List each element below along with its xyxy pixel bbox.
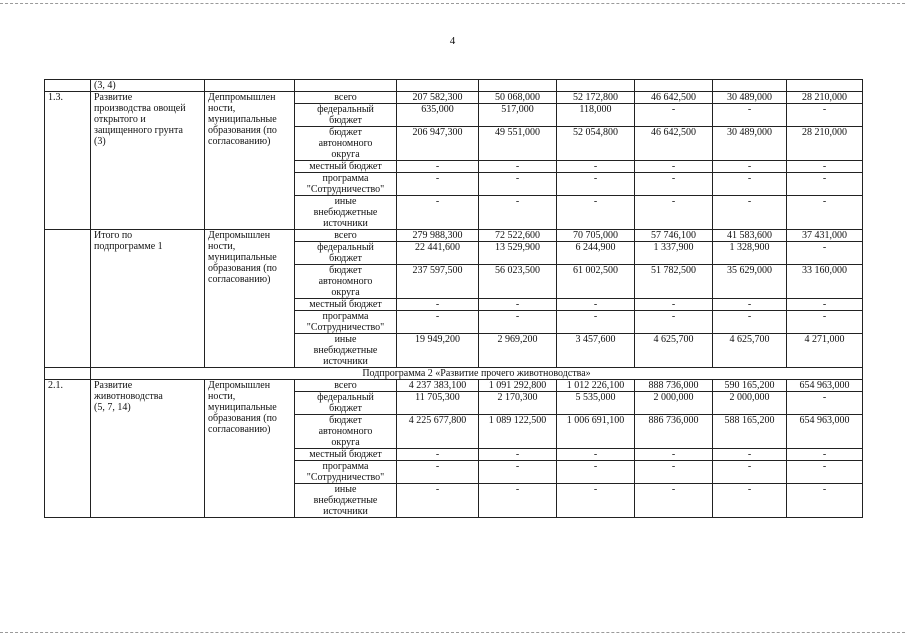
amount-cell: 4 271,000: [787, 334, 863, 368]
amount-cell: -: [557, 161, 635, 173]
funding-source-line: внебюджетные: [313, 495, 378, 506]
subprogram-1-total-row: [45, 230, 863, 242]
funding-source-cell: [295, 127, 397, 161]
funding-source-cell: [295, 449, 397, 461]
continuation-val-cell: [397, 80, 479, 92]
section-1-3-name-cell: [91, 92, 205, 230]
funding-source-line: бюджет: [329, 253, 362, 264]
section-2-1-exec-cell: [205, 380, 295, 518]
funding-source-line: бюджет: [329, 403, 362, 414]
funding-source-line: местный бюджет: [309, 161, 382, 172]
amount-cell: -: [787, 104, 863, 127]
amount-cell: -: [713, 484, 787, 518]
continuation-name-cell: (3, 4): [91, 80, 205, 92]
section-2-1-exec-line: ности,: [208, 391, 236, 402]
funding-source-line: "Сотрудничество": [306, 184, 385, 195]
amount-cell: -: [713, 173, 787, 196]
amount-cell: 11 705,300: [397, 392, 479, 415]
continuation-val-cell: [557, 80, 635, 92]
amount-cell: 46 642,500: [635, 92, 713, 104]
amount-cell: 52 172,800: [557, 92, 635, 104]
amount-cell: -: [557, 484, 635, 518]
funding-source-line: бюджет: [329, 127, 362, 138]
amount-cell: 30 489,000: [713, 127, 787, 161]
amount-cell: 57 746,100: [635, 230, 713, 242]
amount-cell: -: [479, 161, 557, 173]
funding-source-cell: [295, 230, 397, 242]
section-2-1-block: [45, 380, 863, 518]
subprogram-1-total-exec-line: ности,: [208, 241, 236, 252]
amount-cell: 13 529,900: [479, 242, 557, 265]
amount-cell: -: [557, 461, 635, 484]
amount-cell: 237 597,500: [397, 265, 479, 299]
amount-cell: 588 165,200: [713, 415, 787, 449]
section-2-1-row: [45, 380, 863, 392]
subprogram-2-title-row: [45, 368, 863, 380]
budget-table: [44, 79, 863, 518]
funding-source-line: федеральный: [317, 242, 374, 253]
amount-cell: -: [397, 173, 479, 196]
amount-cell: 4 237 383,100: [397, 380, 479, 392]
funding-source-line: автономного: [318, 426, 373, 437]
funding-source-line: автономного: [318, 138, 373, 149]
amount-cell: -: [787, 484, 863, 518]
continuation-val-cell: [713, 80, 787, 92]
amount-cell: 5 535,000: [557, 392, 635, 415]
section-1-3-exec-line: муниципальные: [208, 114, 277, 125]
amount-cell: -: [635, 161, 713, 173]
continuation-val-cell: [787, 80, 863, 92]
amount-cell: -: [397, 196, 479, 230]
amount-cell: -: [713, 299, 787, 311]
amount-cell: -: [635, 104, 713, 127]
funding-source-line: программа: [322, 311, 369, 322]
amount-cell: 50 068,000: [479, 92, 557, 104]
continuation-src-cell: [295, 80, 397, 92]
funding-source-line: иные: [334, 334, 357, 345]
funding-source-line: федеральный: [317, 104, 374, 115]
amount-cell: 46 642,500: [635, 127, 713, 161]
amount-cell: 2 000,000: [635, 392, 713, 415]
amount-cell: -: [557, 299, 635, 311]
amount-cell: 37 431,000: [787, 230, 863, 242]
amount-cell: -: [397, 311, 479, 334]
amount-cell: -: [635, 173, 713, 196]
funding-source-line: всего: [334, 92, 357, 103]
scan-edge-top: [0, 3, 905, 4]
amount-cell: 30 489,000: [713, 92, 787, 104]
amount-cell: -: [397, 461, 479, 484]
funding-source-line: бюджет: [329, 265, 362, 276]
amount-cell: 590 165,200: [713, 380, 787, 392]
amount-cell: 52 054,800: [557, 127, 635, 161]
amount-cell: 118,000: [557, 104, 635, 127]
amount-cell: 28 210,000: [787, 92, 863, 104]
amount-cell: -: [557, 311, 635, 334]
amount-cell: -: [713, 461, 787, 484]
funding-source-cell: [295, 242, 397, 265]
amount-cell: 2 969,200: [479, 334, 557, 368]
amount-cell: 28 210,000: [787, 127, 863, 161]
amount-cell: -: [713, 196, 787, 230]
section-1-3-exec-line: ности,: [208, 103, 236, 114]
funding-source-line: местный бюджет: [309, 299, 382, 310]
subprogram-1-total-no-cell: [45, 230, 91, 368]
funding-source-line: бюджет: [329, 415, 362, 426]
section-1-3-name-line: производства овощей: [94, 103, 186, 114]
page-number: 4: [449, 35, 456, 47]
funding-source-line: программа: [322, 173, 369, 184]
amount-cell: -: [479, 196, 557, 230]
amount-cell: 1 006 691,100: [557, 415, 635, 449]
amount-cell: 1 328,900: [713, 242, 787, 265]
funding-source-line: внебюджетные: [313, 207, 378, 218]
amount-cell: -: [557, 173, 635, 196]
funding-source-cell: [295, 265, 397, 299]
amount-cell: 886 736,000: [635, 415, 713, 449]
amount-cell: 654 963,000: [787, 380, 863, 392]
amount-cell: -: [397, 484, 479, 518]
section-2-1-number: 2.1.: [48, 380, 63, 391]
amount-cell: -: [787, 311, 863, 334]
subprogram-2-left-cell: [45, 368, 91, 380]
funding-source-cell: [295, 299, 397, 311]
funding-source-line: всего: [334, 230, 357, 241]
funding-source-line: федеральный: [317, 392, 374, 403]
section-1-3-row: [45, 92, 863, 104]
section-2-1-exec-line: Депромышлен: [208, 380, 271, 391]
amount-cell: -: [787, 173, 863, 196]
funding-source-cell: [295, 196, 397, 230]
section-1-3-no-cell: [45, 92, 91, 230]
amount-cell: 517,000: [479, 104, 557, 127]
section-1-3-exec-line: образования (по: [208, 125, 277, 136]
subprogram-1-total-exec-line: образования (по: [208, 263, 277, 274]
amount-cell: 4 625,700: [635, 334, 713, 368]
funding-source-line: "Сотрудничество": [306, 322, 385, 333]
funding-source-cell: [295, 104, 397, 127]
amount-cell: -: [635, 449, 713, 461]
funding-source-line: округа: [331, 287, 360, 298]
continuation-no-cell: [45, 80, 91, 92]
amount-cell: -: [635, 484, 713, 518]
amount-cell: -: [397, 299, 479, 311]
funding-source-line: программа: [322, 461, 369, 472]
section-1-3-name-line: открытого и: [94, 114, 146, 125]
amount-cell: -: [713, 449, 787, 461]
funding-source-cell: [295, 484, 397, 518]
amount-cell: -: [787, 196, 863, 230]
amount-cell: 2 170,300: [479, 392, 557, 415]
amount-cell: 4 625,700: [713, 334, 787, 368]
amount-cell: 19 949,200: [397, 334, 479, 368]
amount-cell: 6 244,900: [557, 242, 635, 265]
amount-cell: -: [479, 449, 557, 461]
funding-source-cell: [295, 173, 397, 196]
funding-source-line: иные: [334, 484, 357, 495]
funding-source-cell: [295, 380, 397, 392]
amount-cell: 70 705,000: [557, 230, 635, 242]
continuation-val-cell: [635, 80, 713, 92]
subprogram-1-total-block: [45, 230, 863, 368]
section-2-1-exec-line: согласованию): [208, 424, 271, 435]
amount-cell: 2 000,000: [713, 392, 787, 415]
amount-cell: 49 551,000: [479, 127, 557, 161]
amount-cell: -: [635, 196, 713, 230]
funding-source-line: источники: [323, 218, 368, 229]
continuation-exec-cell: [205, 80, 295, 92]
subprogram-1-total-name-line: Итого по: [94, 230, 133, 241]
section-2-1-name-line: Развитие: [94, 380, 133, 391]
section-2-1-name-cell: [91, 380, 205, 518]
funding-source-line: "Сотрудничество": [306, 472, 385, 483]
amount-cell: -: [713, 311, 787, 334]
amount-cell: -: [557, 449, 635, 461]
amount-cell: 1 091 292,800: [479, 380, 557, 392]
section-1-3-exec-line: Деппромышлен: [208, 92, 276, 103]
amount-cell: 4 225 677,800: [397, 415, 479, 449]
funding-source-line: источники: [323, 356, 368, 367]
section-1-3-exec-cell: [205, 92, 295, 230]
amount-cell: -: [479, 311, 557, 334]
amount-cell: 22 441,600: [397, 242, 479, 265]
amount-cell: 1 337,900: [635, 242, 713, 265]
section-2-1-no-cell: [45, 380, 91, 518]
amount-cell: -: [397, 449, 479, 461]
amount-cell: 888 736,000: [635, 380, 713, 392]
section-2-1-name-line: (5, 7, 14): [94, 402, 131, 413]
section-2-1-exec-line: образования (по: [208, 413, 277, 424]
section-1-3-exec-line: согласованию): [208, 136, 271, 147]
section-1-3-name-line: защищенного грунта: [94, 125, 183, 136]
section-2-1-exec-line: муниципальные: [208, 402, 277, 413]
funding-source-line: автономного: [318, 276, 373, 287]
funding-source-line: бюджет: [329, 115, 362, 126]
funding-source-cell: [295, 92, 397, 104]
amount-cell: 635,000: [397, 104, 479, 127]
section-1-3-number: 1.3.: [48, 92, 63, 103]
amount-cell: -: [635, 299, 713, 311]
amount-cell: 279 988,300: [397, 230, 479, 242]
amount-cell: 33 160,000: [787, 265, 863, 299]
amount-cell: -: [635, 461, 713, 484]
amount-cell: -: [787, 392, 863, 415]
amount-cell: 56 023,500: [479, 265, 557, 299]
funding-source-line: всего: [334, 380, 357, 391]
amount-cell: -: [787, 449, 863, 461]
amount-cell: -: [479, 173, 557, 196]
funding-source-cell: [295, 161, 397, 173]
funding-source-line: местный бюджет: [309, 449, 382, 460]
amount-cell: 207 582,300: [397, 92, 479, 104]
amount-cell: 41 583,600: [713, 230, 787, 242]
subprogram-2-header: [45, 368, 863, 380]
amount-cell: -: [787, 461, 863, 484]
funding-source-cell: [295, 334, 397, 368]
amount-cell: -: [787, 299, 863, 311]
continuation-row: [45, 80, 863, 92]
funding-source-line: округа: [331, 149, 360, 160]
amount-cell: 3 457,600: [557, 334, 635, 368]
section-1-3-name-line: Развитие: [94, 92, 133, 103]
continuation-val-cell: [479, 80, 557, 92]
amount-cell: -: [479, 299, 557, 311]
subprogram-1-total-exec-cell: [205, 230, 295, 368]
amount-cell: -: [479, 461, 557, 484]
amount-cell: -: [787, 242, 863, 265]
amount-cell: -: [635, 311, 713, 334]
subprogram-1-total-name-line: подпрограмме 1: [94, 241, 163, 252]
amount-cell: -: [713, 104, 787, 127]
funding-source-line: округа: [331, 437, 360, 448]
scan-edge-bottom: [0, 632, 905, 633]
funding-source-cell: [295, 392, 397, 415]
subprogram-1-total-name-cell: [91, 230, 205, 368]
subprogram-1-total-exec-line: Депромышлен: [208, 230, 271, 241]
funding-source-line: внебюджетные: [313, 345, 378, 356]
amount-cell: 654 963,000: [787, 415, 863, 449]
amount-cell: 35 629,000: [713, 265, 787, 299]
subprogram-1-total-exec-line: согласованию): [208, 274, 271, 285]
amount-cell: -: [397, 161, 479, 173]
subprogram-1-total-exec-line: муниципальные: [208, 252, 277, 263]
subprogram-2-title: Подпрограмма 2 «Развитие прочего животноводства»: [91, 368, 863, 380]
funding-source-line: иные: [334, 196, 357, 207]
amount-cell: 51 782,500: [635, 265, 713, 299]
amount-cell: -: [713, 161, 787, 173]
funding-source-cell: [295, 311, 397, 334]
section-1-3-block: [45, 92, 863, 230]
section-1-3-name-line: (3): [94, 136, 106, 147]
amount-cell: 72 522,600: [479, 230, 557, 242]
amount-cell: 1 012 226,100: [557, 380, 635, 392]
amount-cell: 61 002,500: [557, 265, 635, 299]
amount-cell: 1 089 122,500: [479, 415, 557, 449]
section-2-1-name-line: животноводства: [94, 391, 163, 402]
amount-cell: -: [557, 196, 635, 230]
amount-cell: -: [787, 161, 863, 173]
funding-source-cell: [295, 415, 397, 449]
amount-cell: -: [479, 484, 557, 518]
funding-source-cell: [295, 461, 397, 484]
table-body: [45, 80, 863, 92]
funding-source-line: источники: [323, 506, 368, 517]
amount-cell: 206 947,300: [397, 127, 479, 161]
